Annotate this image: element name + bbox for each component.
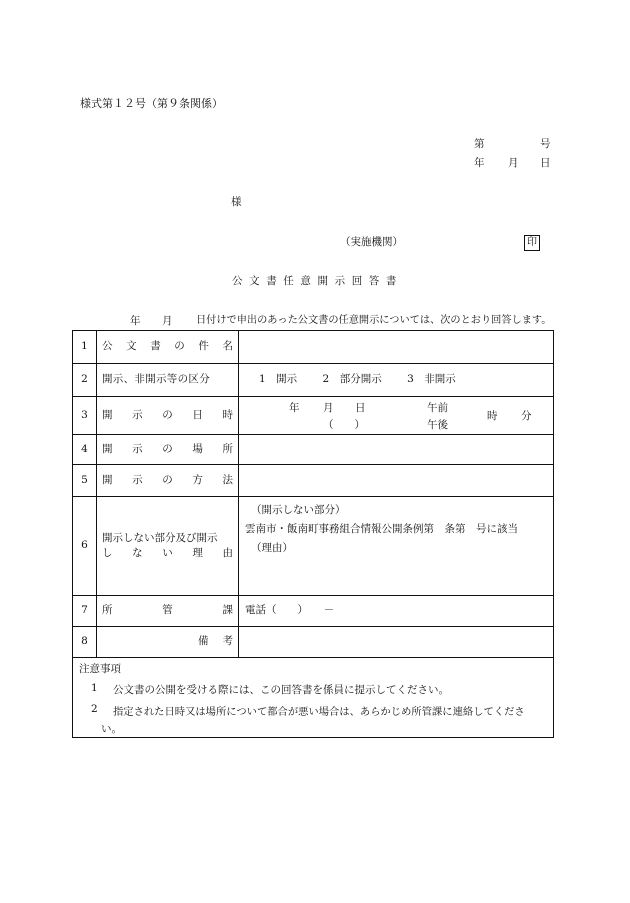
ordinance-reference: 雲南市・飯南町事務組合情報公開条例第 条第 号に該当: [245, 522, 518, 535]
agency-label: （実施機関）: [340, 236, 403, 248]
document-name-value[interactable]: [239, 331, 554, 364]
label-disclosure-datetime: 開 示 の 日 時: [97, 397, 239, 435]
label-nondisclosure-reason: 開示しない部分及び開示 し な い 理 由: [97, 497, 239, 596]
table-row: [73, 627, 554, 658]
intro-year: 年: [130, 315, 141, 327]
response-form-table: [72, 330, 554, 658]
label-disclosure-place: 開 示 の 場 所: [97, 435, 239, 465]
note-text: 公文書の公開を受ける際には、この回答書を係員に提示してください。: [113, 684, 449, 696]
row-number: 8: [73, 627, 97, 658]
row-number: 2: [73, 364, 97, 397]
label-disclosure-category: 開示、非開示等の区分: [97, 364, 239, 397]
department-phone[interactable]: 電話（ ） －: [239, 596, 554, 627]
table-row: [73, 364, 554, 397]
remarks-value[interactable]: [239, 627, 554, 658]
row-number: 3: [73, 397, 97, 435]
row-number: 7: [73, 596, 97, 627]
note-number: 1: [91, 682, 98, 694]
option-non-disclose[interactable]: 3 非開示: [407, 373, 456, 386]
table-row: [73, 497, 554, 596]
reason-heading: （理由）: [251, 541, 293, 554]
doc-number-go: 号: [540, 138, 551, 150]
date-day: 日: [540, 157, 551, 169]
document-title: 公文書任意開示回答書: [232, 275, 403, 287]
notes-section: [72, 657, 554, 738]
disclosure-place-value[interactable]: [239, 435, 554, 465]
label-disclosure-method: 開 示 の 方 法: [97, 465, 239, 497]
label-remarks: 備 考: [97, 627, 239, 658]
notes-heading: 注意事項: [79, 663, 121, 675]
doc-number-dai: 第: [474, 138, 485, 150]
row-number: 1: [73, 331, 97, 364]
date-year: 年: [474, 157, 485, 169]
disclosure-method-value[interactable]: [239, 465, 554, 497]
seal-mark: 印: [524, 235, 540, 251]
addressee-suffix: 様: [231, 196, 242, 208]
row-number: 5: [73, 465, 97, 497]
note-text: 指定された日時又は場所について都合が悪い場合は、あらかじめ所管課に連絡してくださ: [113, 706, 525, 718]
option-disclose[interactable]: 1 開示: [259, 373, 298, 386]
date-month: 月: [508, 157, 519, 169]
form-number: 様式第１２号（第９条関係）: [80, 97, 223, 110]
table-row: [73, 465, 554, 497]
option-partial-disclose[interactable]: 2 部分開示: [322, 373, 382, 386]
nondisclosed-part-heading: （開示しない部分）: [251, 504, 346, 516]
disclosure-category-options: [239, 364, 554, 397]
note-text-continuation: い。: [101, 723, 122, 735]
intro-text: 日付けで申出のあった公文書の任意開示については、次のとおり回答します。: [196, 315, 552, 326]
row-number: 4: [73, 435, 97, 465]
note-number: 2: [91, 703, 98, 715]
label-document-name: 公 文 書 の 件 名: [97, 331, 239, 364]
table-row: [73, 397, 554, 435]
disclosure-datetime-value[interactable]: 年 月 日 （ ） 午前 午後 時 分: [239, 397, 554, 435]
table-row: [73, 596, 554, 627]
label-department: 所 管 課: [97, 596, 239, 627]
table-row: [73, 331, 554, 364]
table-row: [73, 435, 554, 465]
row-number: 6: [73, 497, 97, 596]
nondisclosure-reason-value[interactable]: [239, 497, 554, 596]
intro-month: 月: [162, 315, 173, 327]
